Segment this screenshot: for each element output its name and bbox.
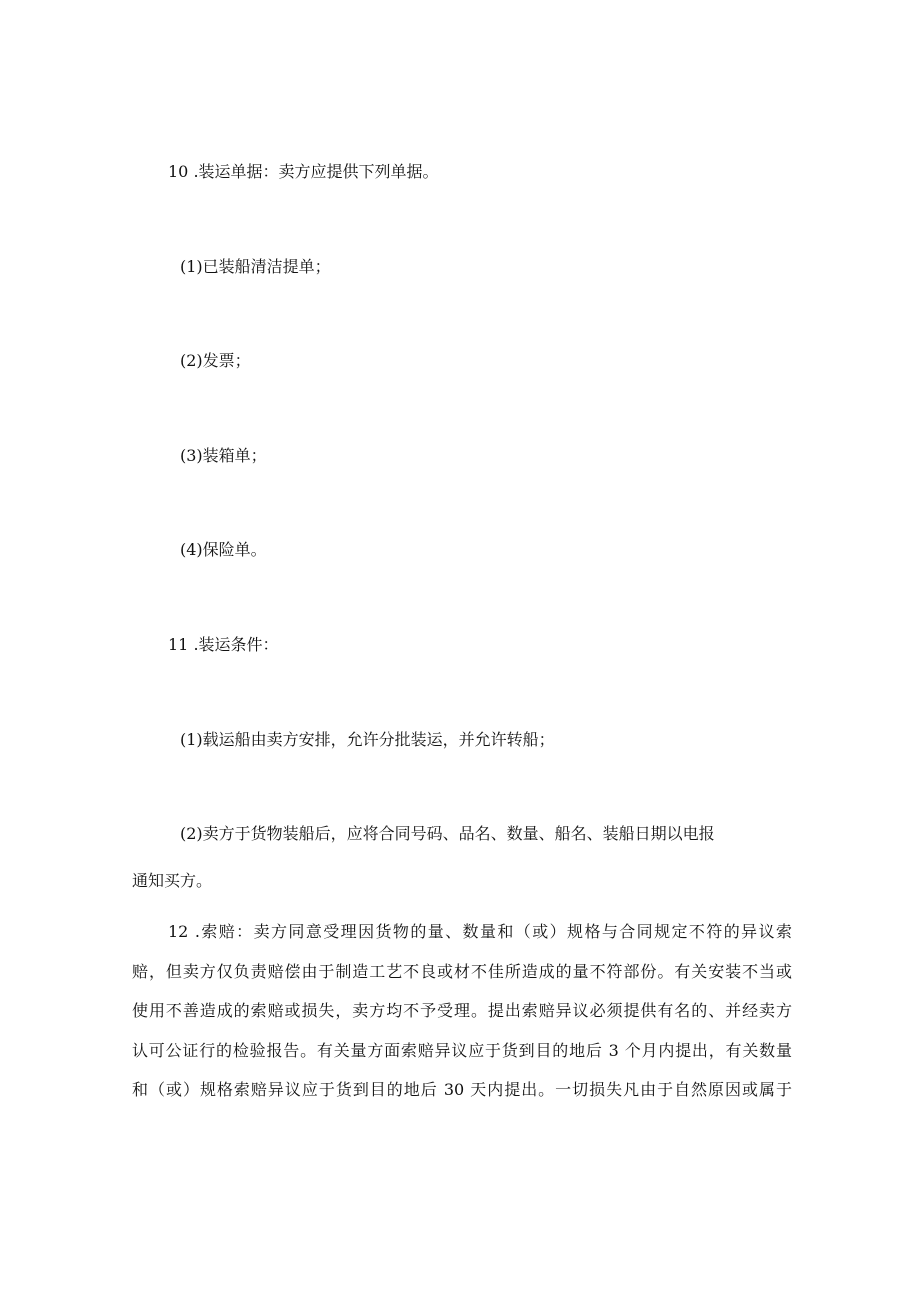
- section-12-line-1: 12 .索赔：卖方同意受理因货物的量、数量和（或）规格与合同规定不符的异议索: [168, 922, 792, 941]
- section-10-item-4: (4)保险单。: [180, 540, 267, 559]
- section-10-item-2: (2)发票；: [180, 351, 251, 370]
- section-12-line-3: 使用不善造成的索赔或损失，卖方均不予受理。提出索赔异议必须提供有名的、并经卖方: [132, 1001, 792, 1020]
- section-12-line-2: 赔，但卖方仅负责赔偿由于制造工艺不良或材不佳所造成的量不符部份。有关安装不当或: [132, 961, 792, 981]
- section-11-heading: 11 .装运条件：: [168, 635, 279, 654]
- section-12-line-4: 认可公证行的检验报告。有关量方面索赔异议应于货到目的地后 3 个月内提出，有关数量: [132, 1040, 792, 1060]
- section-12-line-5: 和（或）规格索赔异议应于货到目的地后 30 天内提出。一切损失凡由于自然原因或属于: [132, 1080, 792, 1099]
- section-11-continuation: 通知买方。: [132, 871, 213, 890]
- section-11-item-1: (1)载运船由卖方安排，允许分批装运，并允许转船；: [180, 730, 555, 749]
- section-10-item-1: (1)已装船清洁提单；: [180, 257, 331, 276]
- section-10-item-3: (3)装箱单；: [180, 446, 267, 465]
- section-10-heading: 10 .装运单据：卖方应提供下列单据。: [168, 162, 439, 181]
- section-11-item-2: (2)卖方于货物装船后，应将合同号码、品名、数量、船名、装船日期以电报: [180, 824, 715, 843]
- section-12-paragraph: [132, 912, 792, 1110]
